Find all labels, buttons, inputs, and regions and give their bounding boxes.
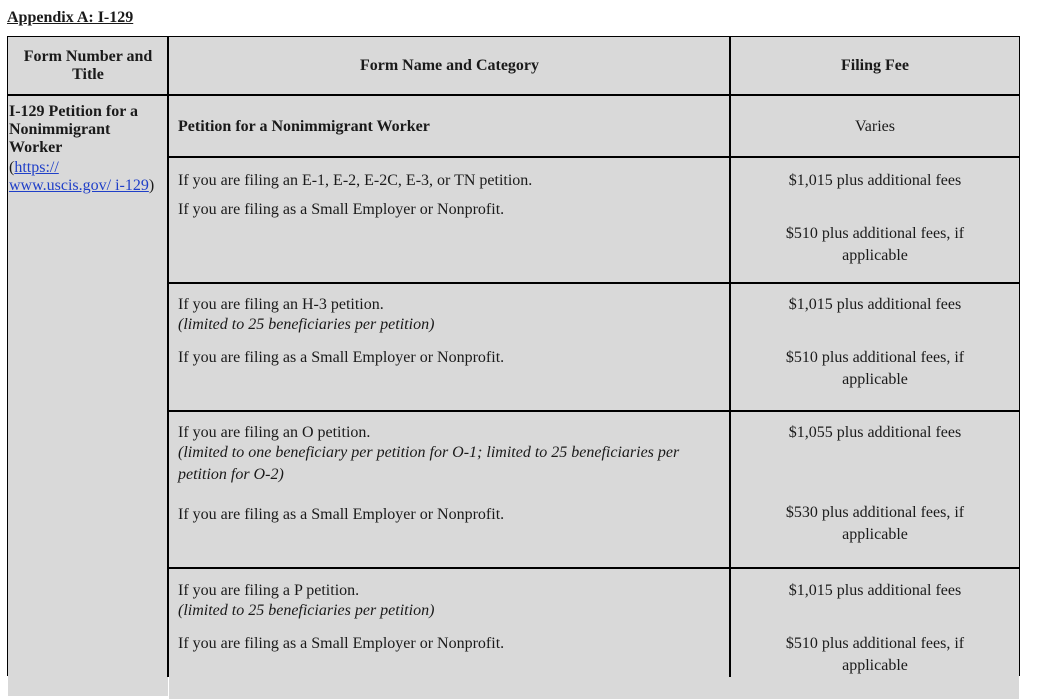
filing-text: If you are filing an E-1, E-2, E-2C, E-3, or TN petition. xyxy=(178,172,533,189)
form-link[interactable]: https:// www.uscis.gov/ i-129 xyxy=(9,159,149,194)
small-employer-fee: $530 plus additional fees, if applicable xyxy=(785,504,965,543)
form-link-wrap xyxy=(9,159,159,195)
row-divider xyxy=(168,567,1019,569)
filing-note: (limited to one beneficiary per petition for O-1; limited to 25 beneficiaries per petition for O-2) xyxy=(178,444,680,483)
filing-note: (limited to 25 beneficiaries per petition) xyxy=(178,316,435,333)
header-filing-fee: Filing Fee xyxy=(731,37,1019,95)
main-fee: Varies xyxy=(855,118,895,135)
filing-fee: $1,015 plus additional fees xyxy=(788,172,962,189)
header-form-number: Form Number and Title xyxy=(8,37,168,95)
link-close-paren: ) xyxy=(148,177,155,194)
form-title: I-129 Petition for a Nonimmigrant Worker xyxy=(9,103,139,156)
small-employer-fee: $510 plus additional fees, if applicable xyxy=(785,349,965,388)
header-form-name: Form Name and Category xyxy=(169,37,730,95)
small-employer-text: If you are filing as a Small Employer or Nonprofit. xyxy=(178,506,505,523)
small-employer-fee: $510 plus additional fees, if applicable xyxy=(785,635,965,674)
main-category: Petition for a Nonimmigrant Worker xyxy=(178,118,430,135)
row-divider xyxy=(168,156,1019,158)
filing-note: (limited to 25 beneficiaries per petition) xyxy=(178,602,435,619)
form-title-cell xyxy=(9,103,159,195)
column-divider xyxy=(167,37,169,677)
row-divider xyxy=(168,282,1019,284)
filing-fee: $1,015 plus additional fees xyxy=(788,296,962,313)
filing-text: If you are filing a P petition. xyxy=(178,582,360,599)
row-divider xyxy=(8,94,1019,96)
filing-text: If you are filing an H-3 petition. xyxy=(178,296,384,313)
link-open-paren: ( xyxy=(9,159,15,176)
filing-fee: $1,055 plus additional fees xyxy=(788,424,962,441)
row-divider xyxy=(168,410,1019,412)
small-employer-text: If you are filing as a Small Employer or Nonprofit. xyxy=(178,349,505,366)
small-employer-text: If you are filing as a Small Employer or Nonprofit. xyxy=(178,201,505,218)
appendix-heading: Appendix A: I-129 xyxy=(7,9,134,26)
small-employer-text: If you are filing as a Small Employer or Nonprofit. xyxy=(178,635,505,652)
small-employer-fee: $510 plus additional fees, if applicable xyxy=(785,225,965,264)
fee-table xyxy=(7,36,1020,676)
filing-fee: $1,015 plus additional fees xyxy=(788,582,962,599)
filing-text: If you are filing an O petition. xyxy=(178,424,371,441)
